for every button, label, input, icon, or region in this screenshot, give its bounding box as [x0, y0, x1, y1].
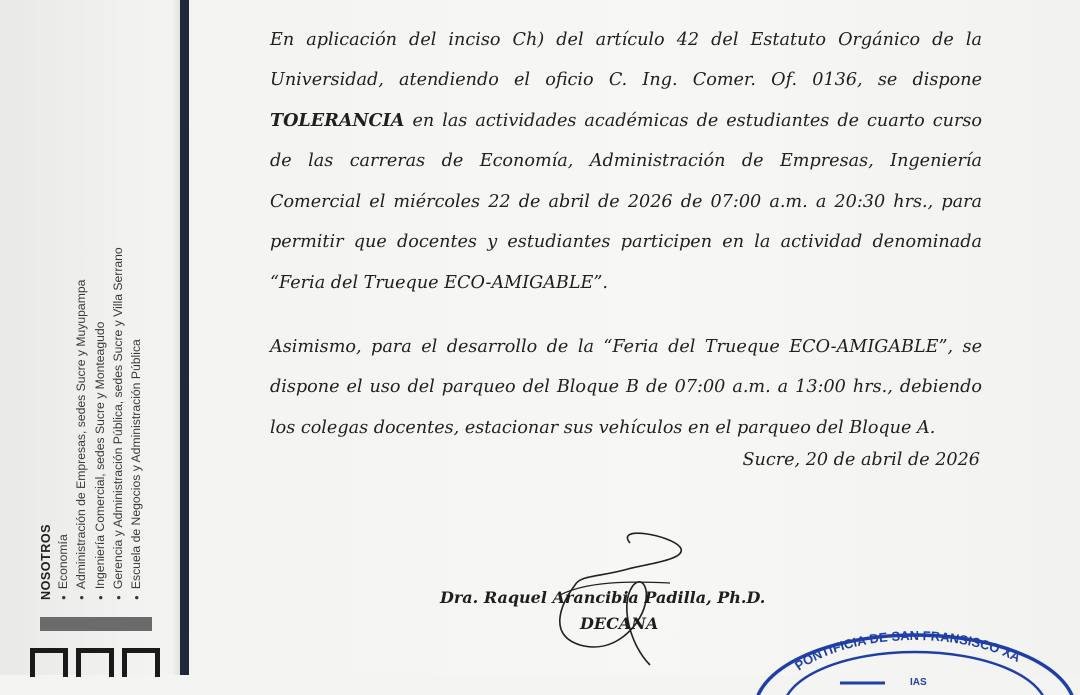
signatory-name: Dra. Raquel Arancibia Padilla, Ph.D.: [440, 588, 766, 607]
sidebar-item-economia: ● Economía: [55, 247, 73, 600]
resolution-paragraph-2: Asimismo, para el desarrollo de la “Feria del Trueque ECO-AMIGABLE”, se dispone el uso del parqueo del Bloque B de 07:00 a.m. a 13:00 hrs., debiendo los colegas docentes, estacionar sus vehículos en el parqueo del Bloque A.: [270, 336, 982, 438]
signatory-title: DECANA: [580, 614, 659, 633]
sidebar-item-ingenieria: ● Ingeniería Comercial, sedes Sucre y Monteagudo: [92, 247, 110, 600]
para1-text-start: En aplicación del inciso Ch) del artículo 42 del Estatuto Orgánico de la Universidad, atendiendo el oficio C. Ing. Comer. Of. 0136, se dispone: [270, 29, 982, 91]
sidebar-heading: NOSOTROS: [39, 523, 53, 600]
sidebar-logo-fragment: [30, 648, 160, 678]
sidebar: [0, 0, 190, 675]
seal-inner-text: IAS: [910, 677, 927, 688]
sidebar-item-administracion: ● Administración de Empresas, sedes Sucre y Muyupampa: [73, 247, 91, 600]
sidebar-item-gerencia: ● Gerencia y Administración Pública, sedes Sucre y Villa Serrano: [110, 247, 128, 600]
tolerancia-keyword: TOLERANCIA: [270, 109, 405, 131]
place-and-date: Sucre, 20 de abril de 2026: [742, 450, 980, 470]
sidebar-item-escuela: ● Escuela de Negocios y Administración Pública: [128, 247, 146, 600]
sidebar-shadow: [172, 0, 180, 675]
sidebar-gray-bar: [40, 617, 152, 631]
resolution-paragraph-1: [270, 20, 982, 304]
para1-text-end: en las actividades académicas de estudiantes de cuarto curso de las carreras de Economía, Administración de Empresas, Ingeniería Comercial el miércoles 22 de abril de 2026 de 07:00 a.m. a 20:30 hrs., para permitir que docentes y estudiantes participen en la actividad denominada “Feria del Trueque ECO-AMIGABLE”.: [270, 110, 982, 293]
seal-text: PONTIFICIA DE SAN FRANSISCO XA: [791, 628, 1024, 674]
sidebar-programs-list: [38, 247, 146, 600]
sidebar-divider-bar: [180, 0, 189, 675]
official-seal-stamp: [745, 615, 1075, 695]
